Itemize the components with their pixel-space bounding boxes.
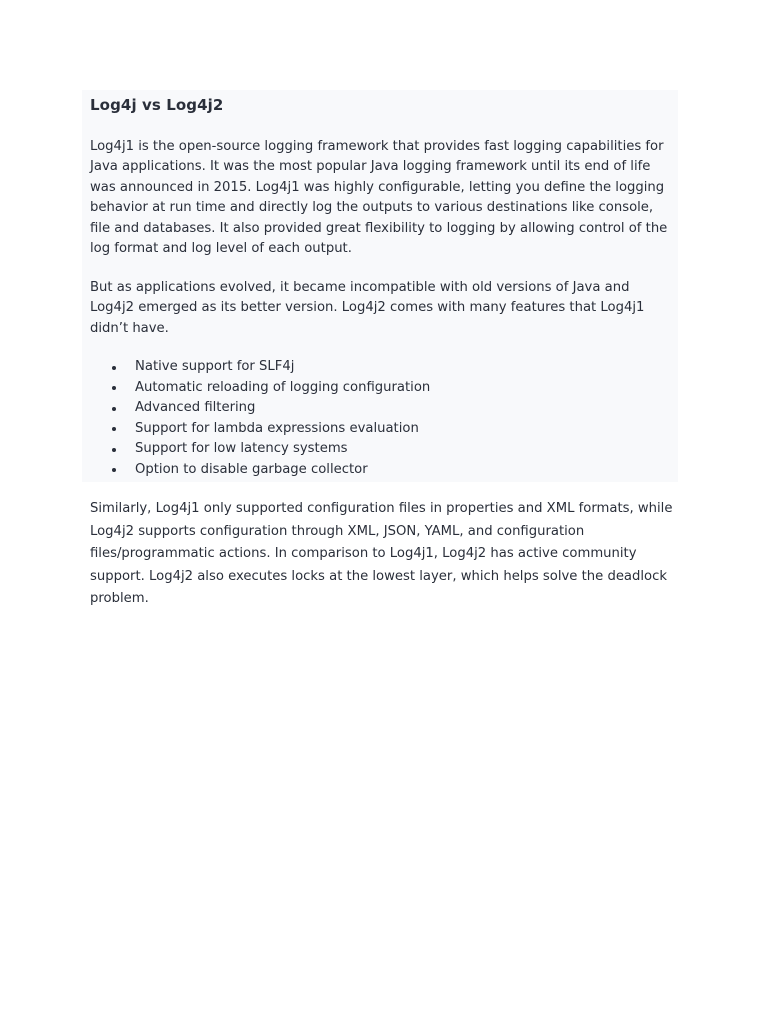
list-item-text: Option to disable garbage collector bbox=[135, 461, 368, 477]
bullet-icon bbox=[112, 386, 116, 390]
list-item-text: Advanced filtering bbox=[135, 400, 256, 416]
list-item bbox=[90, 419, 670, 440]
evolution-paragraph: But as applications evolved, it became incompatible with old versions of Java and Log4j2 emerged as its better version. Log4j2 comes with many features that Log4j1 didn’t have. bbox=[90, 280, 645, 336]
bullet-icon bbox=[112, 427, 116, 431]
list-item bbox=[90, 378, 670, 399]
bullet-icon bbox=[112, 468, 116, 472]
list-item bbox=[90, 357, 670, 378]
bullet-icon bbox=[112, 448, 116, 452]
feature-list bbox=[90, 357, 670, 481]
list-item-text: Automatic reloading of logging configuration bbox=[135, 379, 431, 395]
comparison-paragraph: Similarly, Log4j1 only supported configuration files in properties and XML formats, while Log4j2 supports configuration through XML, JSON, YAML, and configuration files/programmatic actions. In comparison to Log4j1, Log4j2 has active community support. Log4j2 also executes locks at the lowest layer, which helps solve the deadlock problem. bbox=[90, 501, 673, 607]
intro-paragraph: Log4j1 is the open-source logging framework that provides fast logging capabilities for Java applications. It was the most popular Java logging framework until its end of life was announced in 2015. Log4j1 was highly configurable, letting you define the logging behavior at run time and directly log the outputs to various destinations like console, file and databases. It also provided great flexibility to logging by allowing control of the log format and log level of each output. bbox=[90, 139, 668, 257]
list-item-text: Support for low latency systems bbox=[135, 441, 348, 457]
list-item bbox=[90, 460, 670, 481]
bullet-icon bbox=[112, 366, 116, 370]
list-item-text: Native support for SLF4j bbox=[135, 359, 295, 374]
list-item bbox=[90, 398, 670, 419]
list-item-text: Support for lambda expressions evaluation bbox=[135, 420, 419, 436]
section-heading: Log4j vs Log4j2 bbox=[90, 96, 224, 114]
bullet-icon bbox=[112, 407, 116, 411]
list-item bbox=[90, 439, 670, 460]
